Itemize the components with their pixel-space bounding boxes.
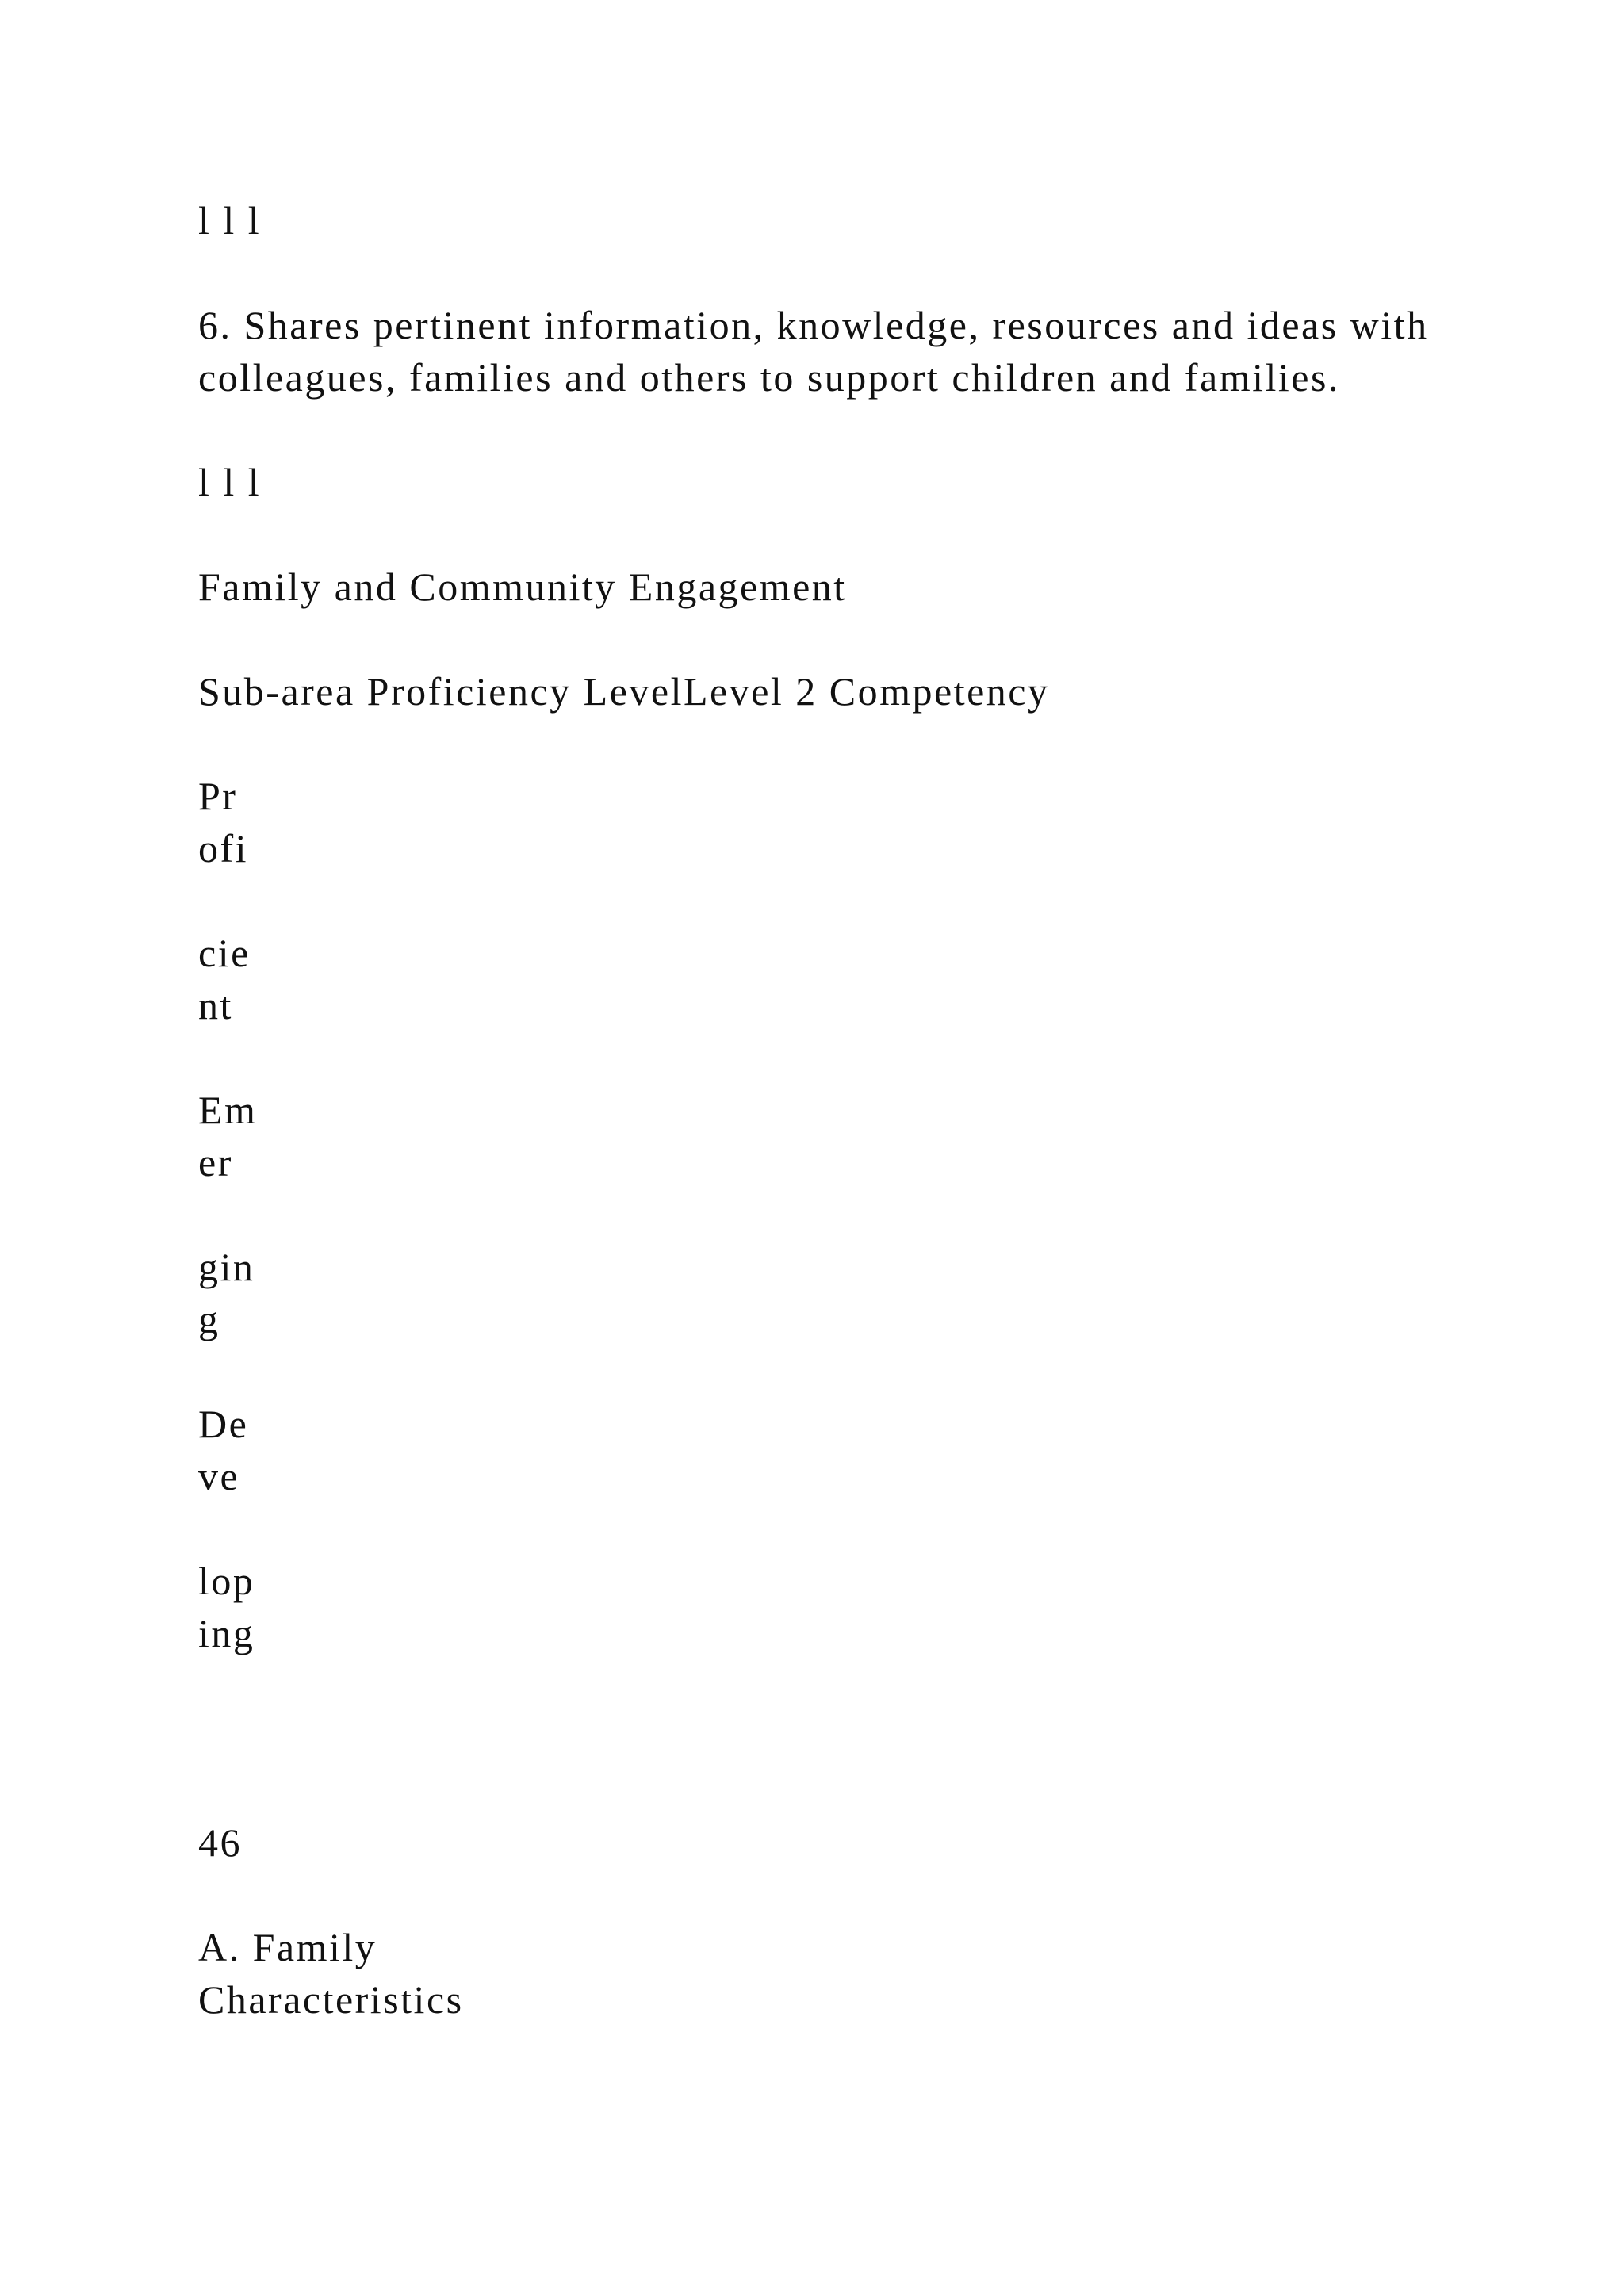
competency-item-6: 6. Shares pertinent information, knowledge, resources and ideas with colleagues, families and others to support children and families. xyxy=(198,303,1429,400)
marker-line: l l l xyxy=(198,198,262,243)
document-page xyxy=(198,194,1507,2026)
subarea-title: A. Family Characteristics xyxy=(198,1925,464,2022)
level-fragment: cie nt xyxy=(198,931,251,1027)
level-fragment: gin g xyxy=(198,1245,255,1341)
page-number: 46 xyxy=(198,1820,242,1865)
section-title: Family and Community Engagement xyxy=(198,564,847,609)
marker-line: l l l xyxy=(198,460,262,504)
level-fragment: Em er xyxy=(198,1088,258,1184)
level-fragment: De ve xyxy=(198,1402,249,1498)
table-header: Sub-area Proficiency LevelLevel 2 Competency xyxy=(198,669,1050,714)
level-fragment: Pr ofi xyxy=(198,774,249,871)
level-fragment: lop ing xyxy=(198,1559,255,1655)
